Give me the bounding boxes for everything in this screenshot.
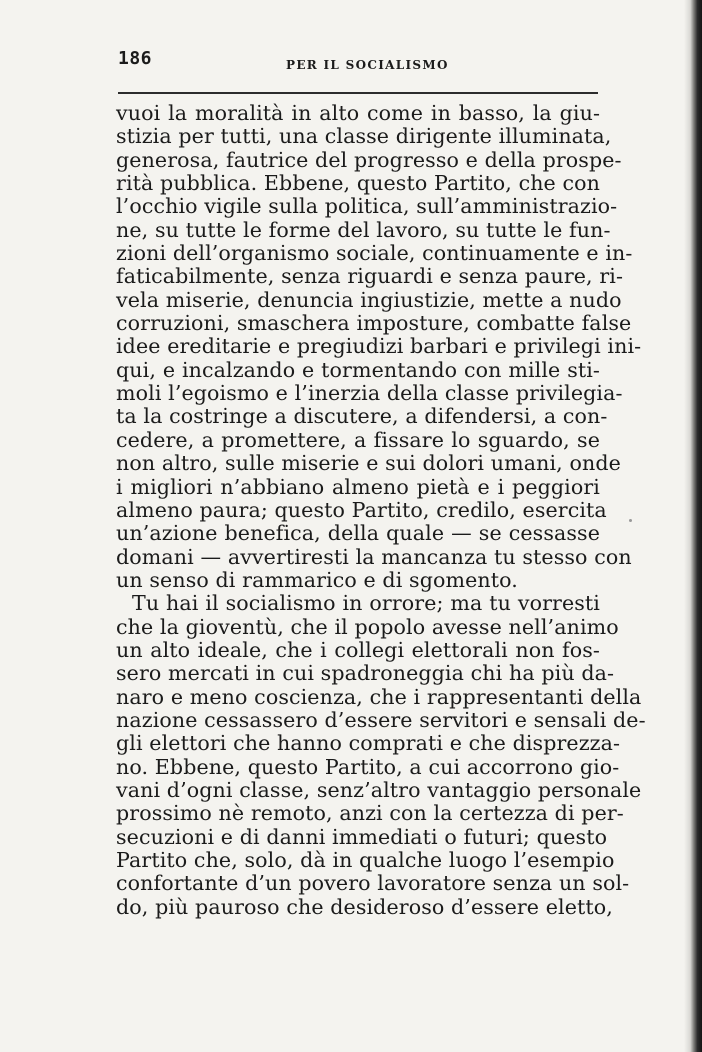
text-line: cedere, a promettere, a fissare lo sguardo, se (116, 427, 600, 452)
text-line: non altro, sulle miserie e sui dolori umani, onde (116, 451, 621, 476)
header-rule (118, 92, 598, 94)
page-number: 186 (118, 48, 153, 69)
text-line: l’occhio vigile sulla politica, sull’amministrazio- (116, 194, 618, 219)
page-header (118, 48, 598, 84)
text-line: un’azione benefica, della quale — se cessasse (116, 521, 600, 546)
text-line: ta la costringe a discutere, a difendersi, a con- (116, 404, 608, 429)
text-line: un alto ideale, che i collegi elettorali non fos- (116, 637, 600, 662)
text-line: nazione cessassero d’essere servitori e sensali de- (116, 707, 646, 732)
text-line: vani d’ogni classe, senz’altro vantaggio personale (116, 777, 642, 802)
text-line: che la gioventù, che il popolo avesse nell’animo (116, 614, 619, 639)
text-line: Partito che, solo, dà in qualche luogo l’esempio (116, 848, 615, 872)
text-line: no. Ebbene, questo Partito, a cui accorrono gio- (116, 754, 620, 779)
page-edge-shadow (684, 0, 702, 1052)
text-line: vela miserie, denuncia ingiustizie, mette a nudo (116, 287, 622, 312)
text-line: idee ereditarie e pregiudizi barbari e privilegi ini- (116, 334, 642, 359)
text-line: confortante d’un povero lavoratore senza un sol- (116, 871, 630, 896)
paper-speck (629, 519, 632, 522)
text-line: almeno paura; questo Partito, credilo, esercita (116, 497, 607, 522)
text-line: zioni dell’organismo sociale, continuamente e in- (116, 241, 633, 266)
text-line: i migliori n’abbiano almeno pietà e i peggiori (116, 474, 600, 499)
text-line: corruzioni, smaschera imposture, combatte false (116, 311, 632, 336)
text-line: qui, e incalzando e tormentando con mille sti- (116, 357, 600, 382)
text-line: prossimo nè remoto, anzi con la certezza di per- (116, 801, 624, 826)
text-line: moli l’egoismo e l’inerzia della classe privilegia- (116, 381, 623, 406)
text-line: generosa, fautrice del progresso e della prospe- (116, 147, 622, 172)
text-line: rità pubblica. Ebbene, questo Partito, che con (116, 171, 600, 196)
text-line: domani — avvertiresti la mancanza tu stesso con (116, 544, 632, 569)
text-line: ne, su tutte le forme del lavoro, su tutte le fun- (116, 217, 611, 242)
text-line: naro e meno coscienza, che i rappresentanti della (116, 684, 642, 709)
text-line: do, più pauroso che desideroso d’essere eletto, (116, 894, 613, 919)
text-line: vuoi la moralità in alto come in basso, la giu- (116, 101, 600, 125)
text-line: sero mercati in cui spadroneggia chi ha più da- (116, 661, 615, 686)
running-head: PER IL SOCIALISMO (286, 58, 449, 72)
text-line: un senso di rammarico e di sgomento. (116, 567, 518, 592)
text-line: Tu hai il socialismo in orrore; ma tu vorresti (132, 591, 600, 616)
text-line: secuzioni e di danni immediati o futuri; questo (116, 824, 608, 849)
text-line: faticabilmente, senza riguardi e senza paure, ri- (116, 264, 624, 289)
body-text (116, 101, 646, 919)
text-line: gli elettori che hanno comprati e che disprezza- (116, 731, 621, 756)
text-line: stizia per tutti, una classe dirigente illuminata, (116, 124, 612, 149)
